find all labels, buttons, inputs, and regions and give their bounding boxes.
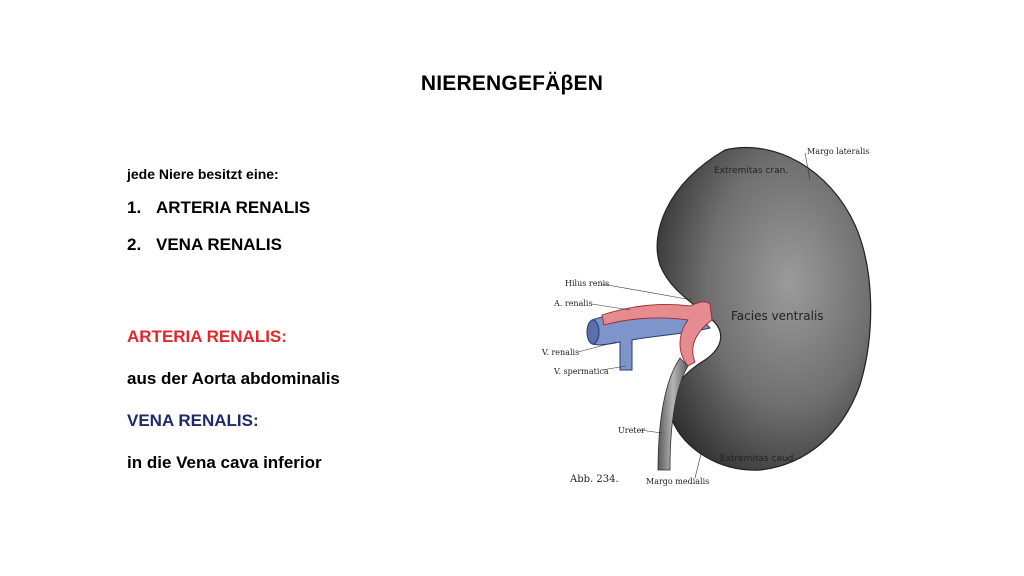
kidney-illustration	[520, 130, 900, 500]
label-margo-lateralis: Margo lateralis	[807, 147, 870, 156]
label-extremitas-cran: Extremitas cran.	[714, 166, 789, 176]
list-label: ARTERIA RENALIS	[156, 198, 311, 217]
artery-text: aus der Aorta abdominalis	[127, 369, 340, 388]
list-label: VENA RENALIS	[156, 235, 282, 254]
slide-title: NIERENGEFÄβEN	[420, 72, 604, 95]
label-extremitas-caud: Extremitas caud.	[720, 454, 797, 464]
content-text	[127, 166, 507, 472]
label-v-renalis: V. renalis	[542, 348, 580, 357]
label-ureter: Ureter	[618, 426, 646, 435]
vein-heading: VENA RENALIS:	[127, 411, 259, 430]
label-figure-number: Abb. 234.	[570, 474, 619, 485]
label-v-spermatica: V. spermatica	[554, 367, 609, 376]
vein-text: in die Vena cava inferior	[127, 453, 322, 472]
label-facies-ventralis: Facies ventralis	[731, 309, 824, 323]
list-number: 1.	[127, 198, 142, 217]
artery-heading: ARTERIA RENALIS:	[127, 327, 287, 346]
vessel-list	[127, 198, 507, 255]
label-a-renalis: A. renalis	[554, 299, 593, 308]
list-number: 2.	[127, 235, 142, 254]
intro-text: jede Niere besitzt eine:	[127, 166, 279, 182]
list-item	[127, 235, 507, 255]
label-hilus-renis: Hilus renis	[565, 279, 610, 288]
label-margo-medialis: Margo medialis	[646, 477, 710, 486]
list-item	[127, 198, 507, 218]
